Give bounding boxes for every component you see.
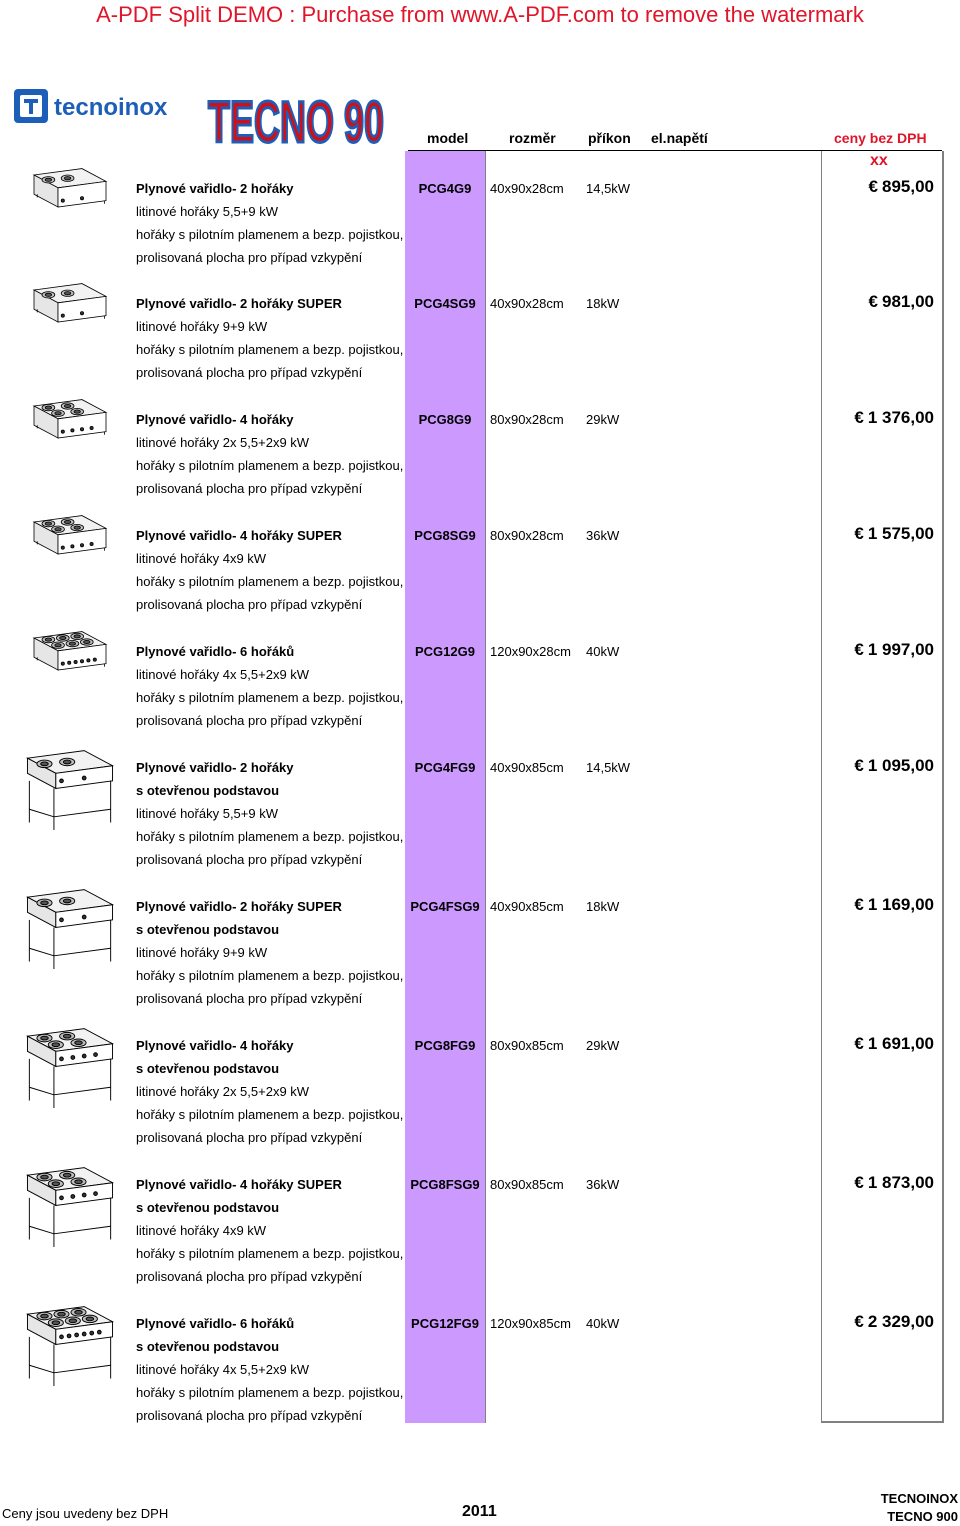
product-description-line: s otevřenou podstavou (136, 1200, 280, 1215)
product-row (0, 408, 960, 534)
product-price (834, 1173, 934, 1193)
euro-icon: € (854, 408, 864, 427)
euro-icon: € (868, 292, 878, 311)
product-description-line: hořáky s pilotním plamenem a bezp. pojistkou, (136, 458, 404, 473)
product-description-line: s otevřenou podstavou (136, 1061, 280, 1076)
product-image (18, 167, 122, 247)
product-description-line: prolisovaná plocha pro případ vzkypění (136, 250, 363, 265)
product-image (18, 630, 122, 710)
product-title: Plynové vařidlo- 6 hořáků (136, 644, 295, 659)
product-description-line: hořáky s pilotním plamenem a bezp. pojistkou, (136, 690, 404, 705)
product-model: PCG4SG9 (414, 296, 476, 311)
product-power: 40kW (586, 1316, 620, 1331)
product-description-line: hořáky s pilotním plamenem a bezp. pojistkou, (136, 342, 404, 357)
product-image (18, 1163, 122, 1263)
product-description-line: s otevřenou podstavou (136, 783, 280, 798)
product-description-line: prolisovaná plocha pro případ vzkypění (136, 597, 363, 612)
product-model: PCG8SG9 (414, 528, 476, 543)
product-model: PCG12G9 (415, 644, 475, 659)
product-model: PCG4G9 (418, 181, 472, 196)
header-model: model (427, 130, 469, 146)
product-title: Plynové vařidlo- 4 hořáky (136, 412, 294, 427)
product-size: 40x90x85cm (490, 760, 564, 775)
product-price (834, 524, 934, 544)
product-description-line: litinové hořáky 9+9 kW (136, 945, 268, 960)
product-model: PCG12FG9 (411, 1316, 479, 1331)
euro-icon: € (854, 895, 864, 914)
product-size: 40x90x28cm (490, 296, 564, 311)
product-price (834, 756, 934, 776)
product-description-line: litinové hořáky 5,5+9 kW (136, 806, 278, 821)
product-description-line: prolisovaná plocha pro případ vzkypění (136, 481, 363, 496)
product-image (18, 282, 122, 362)
euro-icon: € (854, 756, 864, 775)
product-price-value: 1 575,00 (867, 524, 934, 543)
product-size: 80x90x85cm (490, 1038, 564, 1053)
footer-brand-name: TECNOINOX (880, 1491, 958, 1506)
product-row (0, 895, 960, 1021)
product-description-line: s otevřenou podstavou (136, 1339, 280, 1354)
product-description-line: prolisovaná plocha pro případ vzkypění (136, 365, 363, 380)
product-price-value: 1 873,00 (867, 1173, 934, 1192)
product-description-line: litinové hořáky 5,5+9 kW (136, 204, 278, 219)
product-title: Plynové vařidlo- 2 hořáky SUPER (136, 899, 342, 914)
product-size: 40x90x85cm (490, 899, 564, 914)
product-size: 120x90x28cm (490, 644, 571, 659)
tecnoinox-logo (14, 86, 190, 126)
product-description-line: litinové hořáky 9+9 kW (136, 319, 268, 334)
product-row (0, 756, 960, 882)
product-image (18, 398, 122, 478)
product-size: 80x90x28cm (490, 528, 564, 543)
product-model: PCG4FSG9 (410, 899, 480, 914)
product-price (834, 640, 934, 660)
product-description-line: hořáky s pilotním plamenem a bezp. pojistkou, (136, 1246, 404, 1261)
header-voltage: el.napětí (651, 130, 708, 146)
product-row (0, 640, 960, 766)
tecnoinox-logo-text: tecnoinox (54, 94, 168, 121)
product-power: 14,5kW (586, 181, 631, 196)
product-power: 40kW (586, 644, 620, 659)
product-description-line: hořáky s pilotním plamenem a bezp. pojistkou, (136, 574, 404, 589)
header-power: příkon (588, 130, 631, 146)
product-description-line: hořáky s pilotním plamenem a bezp. pojistkou, (136, 1385, 404, 1400)
watermark-text: A-PDF Split DEMO : Purchase from www.A-PDF.com to remove the watermark (96, 2, 864, 27)
product-price-value: 1 169,00 (867, 895, 934, 914)
product-title: Plynové vařidlo- 6 hořáků (136, 1316, 295, 1331)
product-title: Plynové vařidlo- 4 hořáky SUPER (136, 528, 342, 543)
product-price (834, 408, 934, 428)
product-price (834, 177, 934, 197)
product-power: 14,5kW (586, 760, 631, 775)
product-title: Plynové vařidlo- 4 hořáky (136, 1038, 294, 1053)
product-row (0, 524, 960, 650)
product-price-value: 2 329,00 (867, 1312, 934, 1331)
product-row (0, 177, 960, 303)
product-image (18, 885, 122, 985)
product-price-value: 981,00 (882, 292, 934, 311)
product-description-line: prolisovaná plocha pro případ vzkypění (136, 991, 363, 1006)
product-description-line: prolisovaná plocha pro případ vzkypění (136, 1269, 363, 1284)
product-title: Plynové vařidlo- 2 hořáky SUPER (136, 296, 342, 311)
product-image (18, 514, 122, 594)
product-title: Plynové vařidlo- 4 hořáky SUPER (136, 1177, 342, 1192)
product-description-line: litinové hořáky 4x9 kW (136, 1223, 267, 1238)
tecno90-logo (204, 84, 390, 154)
product-model: PCG8FSG9 (410, 1177, 480, 1192)
product-description-line: litinové hořáky 4x 5,5+2x9 kW (136, 1362, 310, 1377)
product-description-line: litinové hořáky 4x 5,5+2x9 kW (136, 667, 310, 682)
header-price: ceny bez DPH (834, 130, 927, 146)
euro-icon: € (854, 1312, 864, 1331)
product-size: 120x90x85cm (490, 1316, 571, 1331)
product-image (18, 1024, 122, 1124)
product-model: PCG4FG9 (414, 760, 476, 775)
product-model: PCG8G9 (418, 412, 472, 427)
product-price (834, 1312, 934, 1332)
product-image (18, 746, 122, 846)
product-description-line: hořáky s pilotním plamenem a bezp. pojistkou, (136, 968, 404, 983)
product-image (18, 1302, 122, 1402)
product-price-value: 1 997,00 (867, 640, 934, 659)
euro-icon: € (868, 177, 878, 196)
product-description-line: hořáky s pilotním plamenem a bezp. pojistkou, (136, 829, 404, 844)
price-currency-label: xx (870, 152, 888, 169)
product-description-line: hořáky s pilotním plamenem a bezp. pojistkou, (136, 1107, 404, 1122)
product-description-line: prolisovaná plocha pro případ vzkypění (136, 713, 363, 728)
product-description-line: litinové hořáky 2x 5,5+2x9 kW (136, 435, 310, 450)
product-power: 29kW (586, 1038, 620, 1053)
product-description-line: litinové hořáky 2x 5,5+2x9 kW (136, 1084, 310, 1099)
product-price (834, 895, 934, 915)
product-row (0, 292, 960, 418)
euro-icon: € (854, 1034, 864, 1053)
euro-icon: € (854, 524, 864, 543)
product-description-line: hořáky s pilotním plamenem a bezp. pojistkou, (136, 227, 404, 242)
footer-series: TECNO 900 (887, 1509, 958, 1524)
product-row (0, 1312, 960, 1438)
product-description-line: litinové hořáky 4x9 kW (136, 551, 267, 566)
product-price-value: 1 691,00 (867, 1034, 934, 1053)
product-size: 80x90x28cm (490, 412, 564, 427)
footer-note: Ceny jsou uvedeny bez DPH (2, 1506, 169, 1521)
footer-year: 2011 (462, 1503, 497, 1520)
product-price-value: 895,00 (882, 177, 934, 196)
product-description-line: s otevřenou podstavou (136, 922, 280, 937)
product-size: 40x90x28cm (490, 181, 564, 196)
product-row (0, 1173, 960, 1299)
product-size: 80x90x85cm (490, 1177, 564, 1192)
product-power: 18kW (586, 899, 620, 914)
product-price-value: 1 095,00 (867, 756, 934, 775)
header-size: rozměr (509, 130, 556, 146)
product-row (0, 1034, 960, 1160)
product-power: 36kW (586, 528, 620, 543)
product-price (834, 1034, 934, 1054)
product-description-line: prolisovaná plocha pro případ vzkypění (136, 1130, 363, 1145)
euro-icon: € (854, 640, 864, 659)
product-power: 18kW (586, 296, 620, 311)
euro-icon: € (854, 1173, 864, 1192)
product-description-line: prolisovaná plocha pro případ vzkypění (136, 852, 363, 867)
footer-brand (881, 1490, 958, 1526)
product-price-value: 1 376,00 (867, 408, 934, 427)
product-title: Plynové vařidlo- 2 hořáky (136, 181, 294, 196)
product-power: 36kW (586, 1177, 620, 1192)
product-price (834, 292, 934, 312)
product-title: Plynové vařidlo- 2 hořáky (136, 760, 294, 775)
product-power: 29kW (586, 412, 620, 427)
product-model: PCG8FG9 (414, 1038, 476, 1053)
tecno90-logo-text: TECNO 90 (208, 90, 384, 154)
product-description-line: prolisovaná plocha pro případ vzkypění (136, 1408, 363, 1423)
